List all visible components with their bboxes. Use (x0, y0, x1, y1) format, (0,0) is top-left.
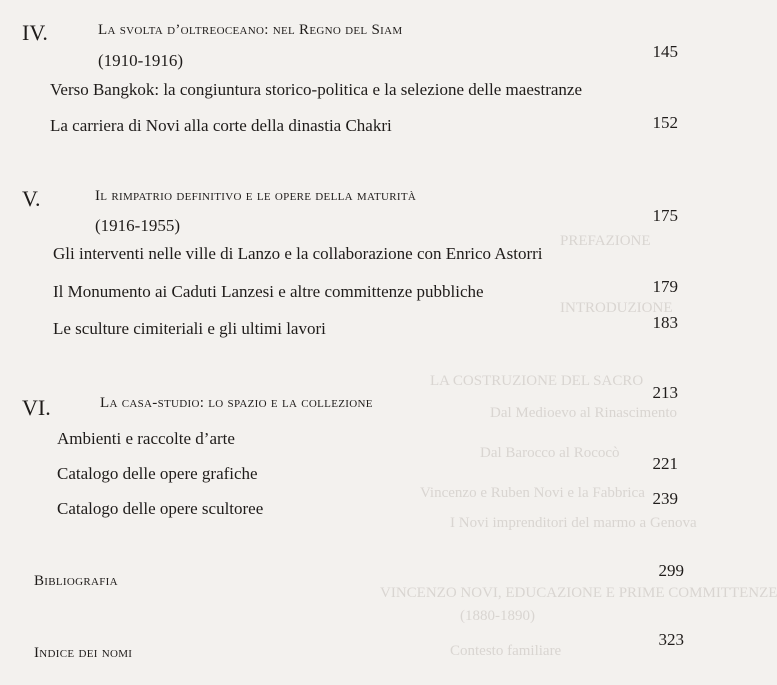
chapter-title: La svolta d’oltreoceano: nel Regno del Siam (98, 22, 403, 38)
toc-entry-index: Indice dei nomi (34, 645, 133, 661)
toc-entry: Le sculture cimiteriali e gli ultimi lavori (53, 319, 326, 338)
chapter-title: Il rimpatrio definitivo e le opere della maturità (95, 188, 417, 204)
chapter-page-number: 175 (652, 206, 678, 225)
toc-entry-page: 183 (652, 313, 678, 332)
toc-entry: Il Monumento ai Caduti Lanzesi e altre committenze pubbliche (53, 282, 484, 301)
toc-entry-page: 221 (652, 454, 678, 473)
chapter-number: VI. (22, 395, 51, 420)
toc-entry: Gli interventi nelle ville di Lanzo e la collaborazione con Enrico Astorri (53, 244, 543, 263)
toc-entry-page: 323 (658, 630, 684, 649)
toc-entry-page: 299 (658, 561, 684, 580)
toc-entry: Ambienti e raccolte d’arte (57, 429, 235, 448)
chapter-years: (1916-1955) (95, 216, 180, 235)
bleed-through: PREFAZIONE INTRODUZIONE LA COSTRUZIONE DEL SACRO Dal Medioevo al Rinascimento Dal Barocco al Rococò Vincenzo e Ruben Novi e la Fabbrica I Novi imprenditori del marmo a Genova VINCENZO NOVI, EDUCAZIONE E PRIME COMMITTENZE (1880-1890) Contesto familiare (380, 233, 777, 659)
toc-entry: Verso Bangkok: la congiuntura storico-politica e la selezione delle maestranze (50, 80, 582, 99)
chapter-page-number: 145 (652, 42, 678, 61)
chapter-number: V. (22, 186, 41, 211)
toc-entry-bibliography: Bibliografia (34, 573, 118, 589)
toc-entry-page: 179 (652, 277, 678, 296)
toc-entry: Catalogo delle opere scultoree (57, 499, 264, 518)
toc-entry: La carriera di Novi alla corte della dinastia Chakri (50, 116, 392, 135)
chapter-page-number: 213 (652, 383, 678, 402)
toc-entry: Catalogo delle opere grafiche (57, 464, 258, 483)
chapter-years: (1910-1916) (98, 51, 183, 70)
chapter-title: La casa-studio: lo spazio e la collezione (100, 395, 373, 411)
toc-entry-page: 239 (652, 489, 678, 508)
chapter-number: IV. (22, 20, 48, 45)
toc-entry-page: 152 (652, 113, 678, 132)
